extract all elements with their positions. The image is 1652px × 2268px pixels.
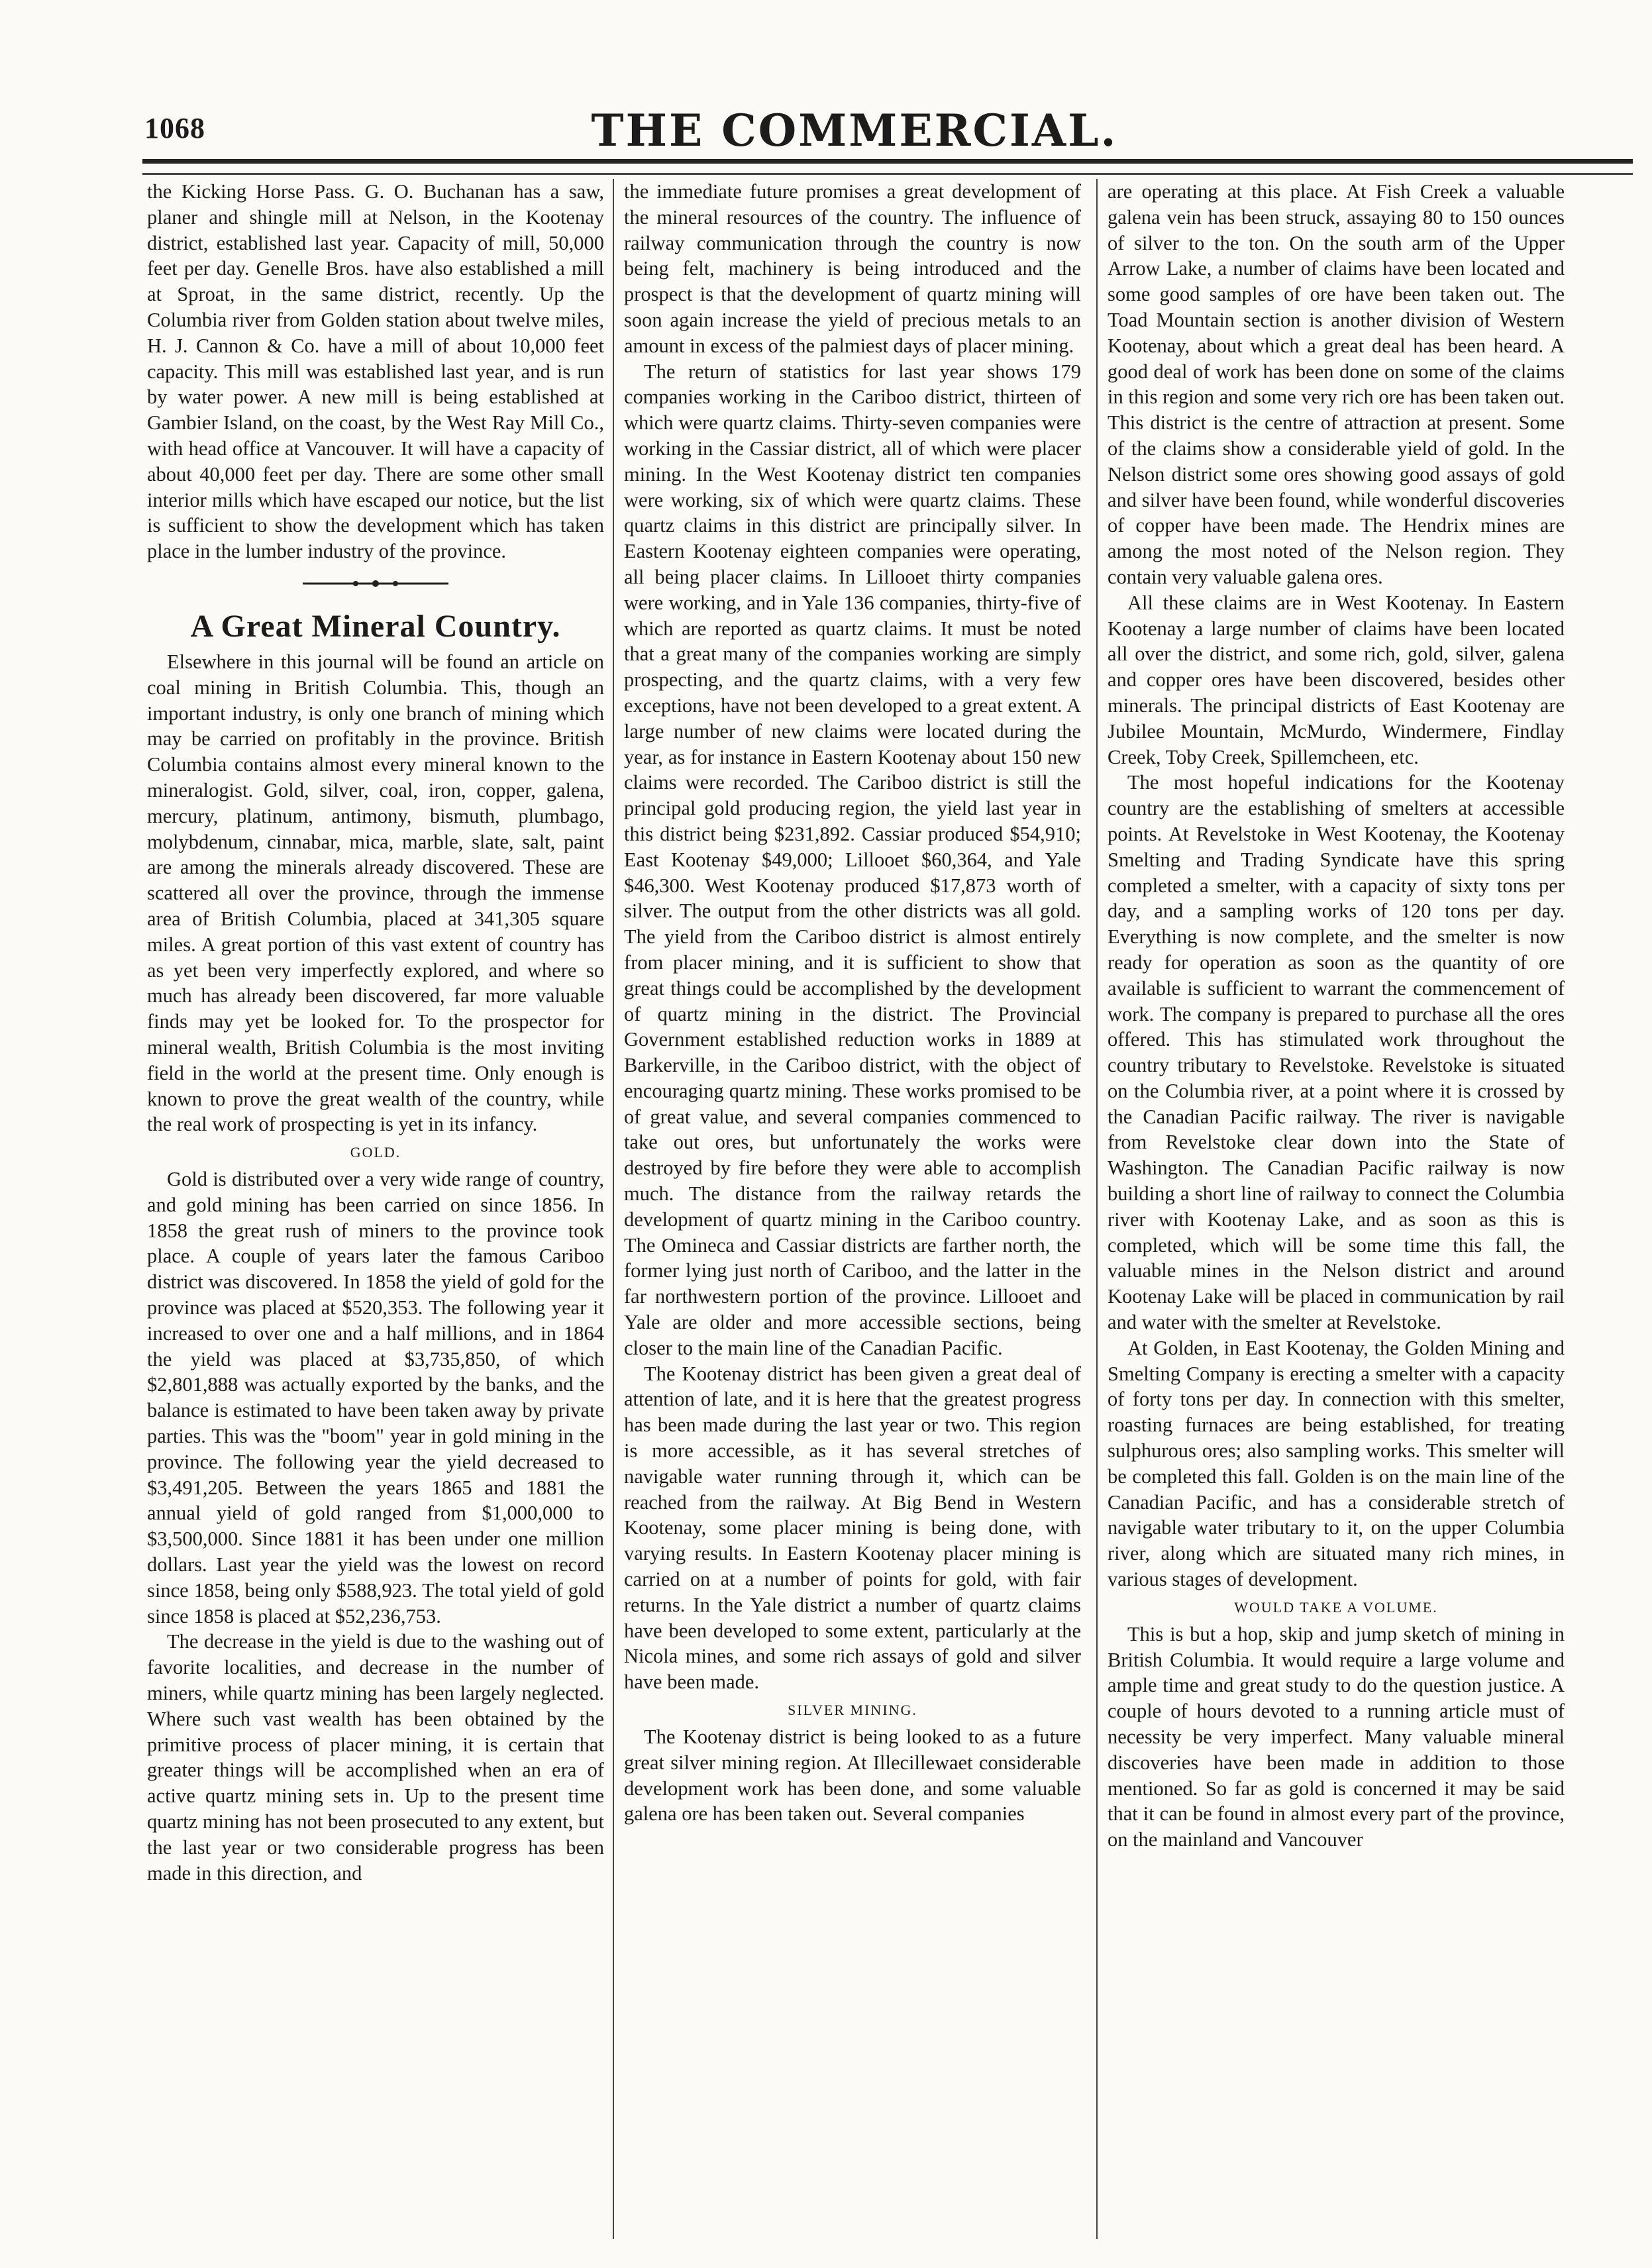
column-2 (624, 179, 1081, 2239)
paragraph: Gold is distributed over a very wide range of country, and gold mining has been carried on since 1856. In 1858 the great rush of miners to the province took place. A couple of years later the famous Cariboo district was discovered. In 1858 the yield of gold for the province was placed at $520,353. The following year it increased to over one and a half millions, and in 1864 the yield was placed at $3,735,850, of which $2,801,888 was actually exported by the banks, and the balance is estimated to have been taken away by private parties. This was the "boom" year in gold mining in the province. The following year the yield decreased to $3,491,205. Between the years 1865 and 1881 the annual yield of gold ranged from $1,000,000 to $3,500,000. Since 1881 it has been under one million dollars. Last year the yield was the lowest on record since 1858, being only $588,923. The total yield of gold since 1858 is placed at $52,236,753. (147, 1168, 604, 1627)
paragraph: The most hopeful indications for the Kootenay country are the establishing of smelters at accessible points. At Revelstoke in West Kootenay, the Kootenay Smelting and Trading Syndicate have this spring completed a smelter, with a capacity of sixty tons per day, and a sampling works of 120 tons per day. Everything is now complete, and the smelter is now ready for operation as soon as the quantity of ore available is sufficient to warrant the commencement of work. The company is prepared to purchase all the ores offered. This has stimulated work throughout the country tributary to Revelstoke. Revelstoke is situated on the Columbia river, at a point where it is crossed by the Canadian Pacific railway. The river is navigable from Revelstoke clear down into the State of Washington. The Canadian Pacific railway is now building a short line of railway to connect the Columbia river with Kootenay Lake, and as soon as this is completed, which will be some time this fall, the valuable mines in the Nelson district and around Kootenay Lake will be placed in communication by rail and water with the smelter at Revelstoke. (1108, 771, 1565, 1334)
paragraph: Elsewhere in this journal will be found an article on coal mining in British Columbia. This, though an important industry, is only one branch of mining which may be carried on profitably in the province. British Columbia contains almost every mineral known to the mineralogist. Gold, silver, coal, iron, copper, galena, mercury, platinum, antimony, bismuth, plumbago, molybdenum, cinnabar, mica, marble, slate, salt, paint are among the minerals already discovered. These are scattered all over the province, through the immense area of British Columbia, placed at 341,305 square miles. A great portion of this vast extent of country has as yet been very imperfectly explored, and where so much has already been discovered, far more valuable finds may yet be looked for. To the prospector for mineral wealth, British Columbia is the most inviting field in the world at the present time. Only enough is known to prove the great wealth of the country, while the real work of prospecting is yet in its infancy. (147, 650, 604, 1136)
ornament-divider-icon (303, 579, 448, 588)
paragraph: The decrease in the yield is due to the washing out of favorite localities, and decrease in the number of miners, while quartz mining has been largely neglected. Where such vast wealth has been obtained by the primitive process of placer mining, it is certain that greater things will be accomplished when an era of active quartz mining sets in. Up to the present time quartz mining has not been prosecuted to any extent, but the last year or two considerable progress has been made in this direction, and (147, 1630, 604, 1884)
section-divider (147, 575, 604, 588)
section-subhead-silver: SILVER MINING. (788, 1702, 917, 1719)
masthead-rule (142, 159, 1633, 175)
paragraph: All these claims are in West Kootenay. In Eastern Kootenay a large number of claims have been located all over the district, and some rich, gold, silver, galena and copper ores have been discovered, besides other minerals. The principal districts of East Kootenay are Jubilee Mountain, McMurdo, Windermere, Findlay Creek, Toby Creek, Spillemcheen, etc. (1108, 591, 1565, 768)
column-rule-2 (1096, 179, 1098, 2239)
paragraph: are operating at this place. At Fish Creek a valuable galena vein has been struck, assaying 80 to 150 ounces of silver to the ton. On the south arm of the Upper Arrow Lake, a number of claims have been located and some good samples of ore have been taken out. The Toad Mountain section is another division of Western Kootenay, about which a great deal has been heard. A good deal of work has been done on some of the claims in this region and some very rich ore has been taken out. This district is the centre of attraction at present. Some of the claims show a considerable yield of gold. In the Nelson district some ores showing good assays of gold and silver have been found, while wonderful discoveries of copper have been made. The Hendrix mines are among the most noted of the Nelson region. They contain very valuable galena ores. (1108, 180, 1565, 588)
column-rule-1 (613, 179, 614, 2239)
article-heading: A Great Mineral Country. (190, 608, 561, 644)
column-3 (1108, 179, 1565, 2239)
paragraph: At Golden, in East Kootenay, the Golden Mining and Smelting Company is erecting a smelter with a capacity of forty tons per day. In connection with this smelter, roasting furnaces are being established, for treating sulphurous ores; also sampling works. This smelter will be completed this fall. Golden is on the main line of the Canadian Pacific, and has a considerable stretch of navigable water tributary to it, on the upper Columbia river, along which are situated many rich mines, in various stages of development. (1108, 1336, 1565, 1591)
paragraph: The return of statistics for last year shows 179 companies working in the Cariboo district, thirteen of which were quartz claims. Thirty-seven companies were working in the Cassiar district, all of which were placer mining. In the West Kootenay district ten companies were working, six of which were quartz claims. These quartz claims in this district are principally silver. In Eastern Kootenay eighteen companies were operating, all being placer claims. In Lillooet thirty companies were working, and in Yale 136 companies, thirty-five of which are reported as quartz claims. It must be noted that a great many of the companies working are simply prospecting, and the quartz claims, with a very few exceptions, have not been developed to a great extent. A large number of new claims were located during the year, as for instance in Eastern Kootenay about 150 new claims were recorded. The Cariboo district is still the principal gold producing region, the yield last year in this district being $231,892. Cassiar produced $54,910; East Kootenay $49,000; Lillooet $60,364, and Yale $46,300. West Kootenay produced $17,873 worth of silver. The output from the other districts was all gold. The yield from the Cariboo district is almost entirely from placer mining, and it is sufficient to show that great things could be accomplished by the development of quartz mining in the district. The Provincial Government established reduction works in 1889 at Barkerville, in the Cariboo district, with the object of encouraging quartz mining. These works promised to be of great value, and several companies commenced to take out ores, but unfortunately the works were destroyed by fire before they were able to accomplish much. The distance from the railway retards the development of quartz mining in the Cariboo country. The Omineca and Cassiar districts are farther north, the former lying just north of Cariboo, and the latter in the far northwestern portion of the province. Lillooet and Yale are older and more accessible sections, being closer to the main line of the Canadian Pacific. (624, 360, 1081, 1359)
paragraph: This is but a hop, skip and jump sketch of mining in British Columbia. It would require a large volume and ample time and great study to do the question justice. A couple of hours devoted to a running article must of necessity be very imperfect. Many valuable mineral discoveries have been made in addition to those mentioned. So far as gold is concerned it may be said that it can be found in almost every part of the province, on the mainland and Vancouver (1108, 1622, 1565, 1851)
masthead-title: THE COMMERCIAL. (591, 105, 1118, 156)
section-subhead-volume: WOULD TAKE A VOLUME. (1234, 1598, 1438, 1616)
paragraph: the Kicking Horse Pass. G. O. Buchanan has a saw, planer and shingle mill at Nelson, in the Kootenay district, established last year. Capacity of mill, 50,000 feet per day. Genelle Bros. have also established a mill at Sproat, in the same district, recently. Up the Columbia river from Golden station about twelve miles, H. J. Cannon & Co. have a mill of about 10,000 feet capacity. This mill was established last year, and is run by water power. A new mill is being established at Gambier Island, on the coast, by the West Ray Mill Co., with head office at Vancouver. It will have a capacity of about 40,000 feet per day. There are some other small interior mills which have escaped our notice, but the list is sufficient to show the development which has taken place in the lumber industry of the province. (147, 180, 604, 563)
section-subhead-gold: GOLD. (350, 1144, 401, 1161)
paragraph: the immediate future promises a great development of the mineral resources of the country. The influence of railway communication through the country is now being felt, machinery is being introduced and the prospect is that the development of quartz mining will soon again increase the yield of precious metals to an amount in excess of the palmiest days of placer mining. (624, 180, 1081, 357)
paragraph: The Kootenay district has been given a great deal of attention of late, and it is here that the greatest progress has been made during the last year or two. This region is more accessible, as it has several stretches of navigable water running through it, which can be reached from the railway. At Big Bend in Western Kootenay, some placer mining is being done, with varying results. In Eastern Kootenay placer mining is carried on at a number of points for gold, with fair returns. In the Yale district a number of quartz claims have been developed to some extent, particularly at the Nicola mines, and some rich assays of gold and silver have been made. (624, 1362, 1081, 1694)
paragraph: The Kootenay district is being looked to as a future great silver mining region. At Illecillewaet considerable development work has been done, and some valuable galena ore has been taken out. Several companies (624, 1726, 1081, 1826)
page-number: 1068 (144, 112, 205, 144)
column-1 (147, 179, 604, 2239)
